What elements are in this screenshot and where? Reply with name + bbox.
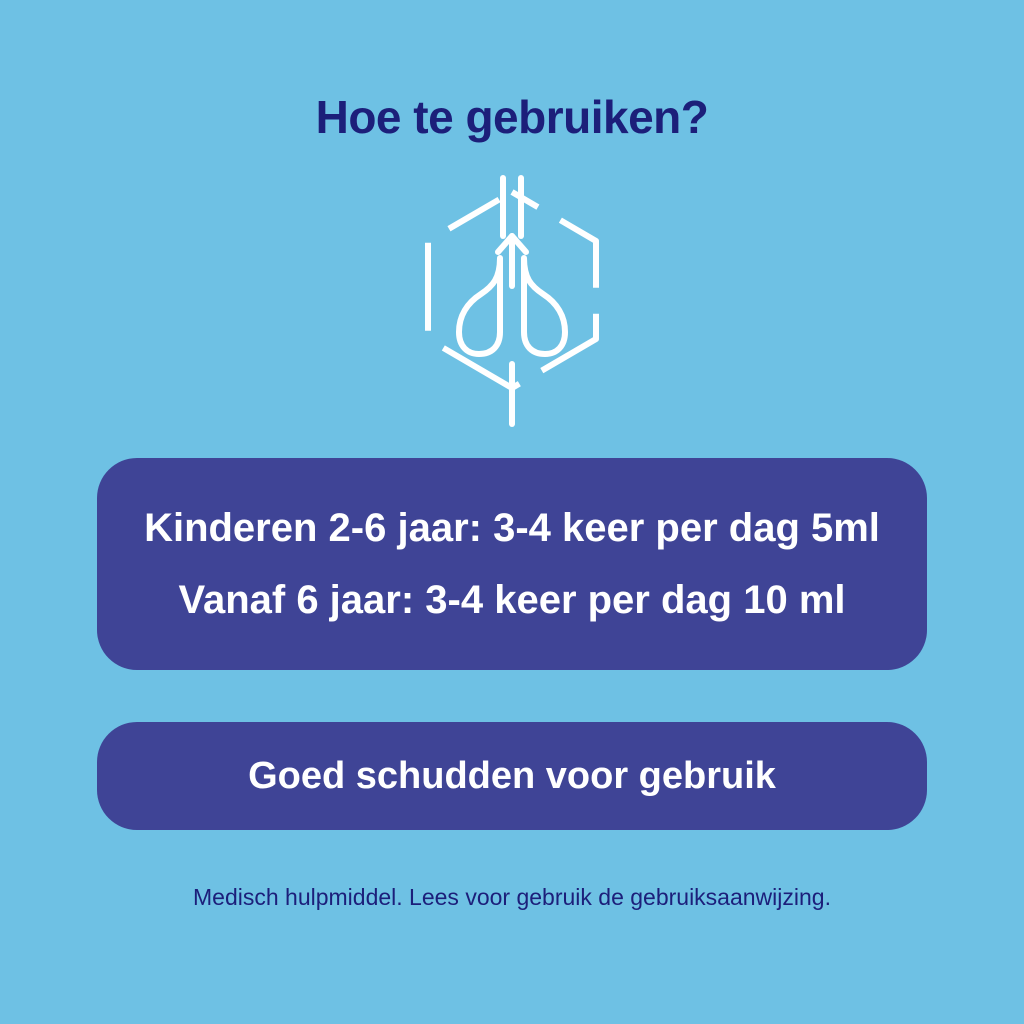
dosage-line-children: Kinderen 2-6 jaar: 3-4 keer per dag 5ml <box>144 506 880 550</box>
dosage-panel <box>97 458 927 670</box>
dosage-line-adults: Vanaf 6 jaar: 3-4 keer per dag 10 ml <box>178 578 846 622</box>
disclaimer-text: Medisch hulpmiddel. Lees voor gebruik de gebruiksaanwijzing. <box>193 884 831 910</box>
page-title: Hoe te gebruiken? <box>315 91 709 143</box>
lungs-hexagon-icon <box>397 174 627 434</box>
shake-panel <box>97 722 927 830</box>
shake-instruction: Goed schudden voor gebruik <box>248 754 776 797</box>
